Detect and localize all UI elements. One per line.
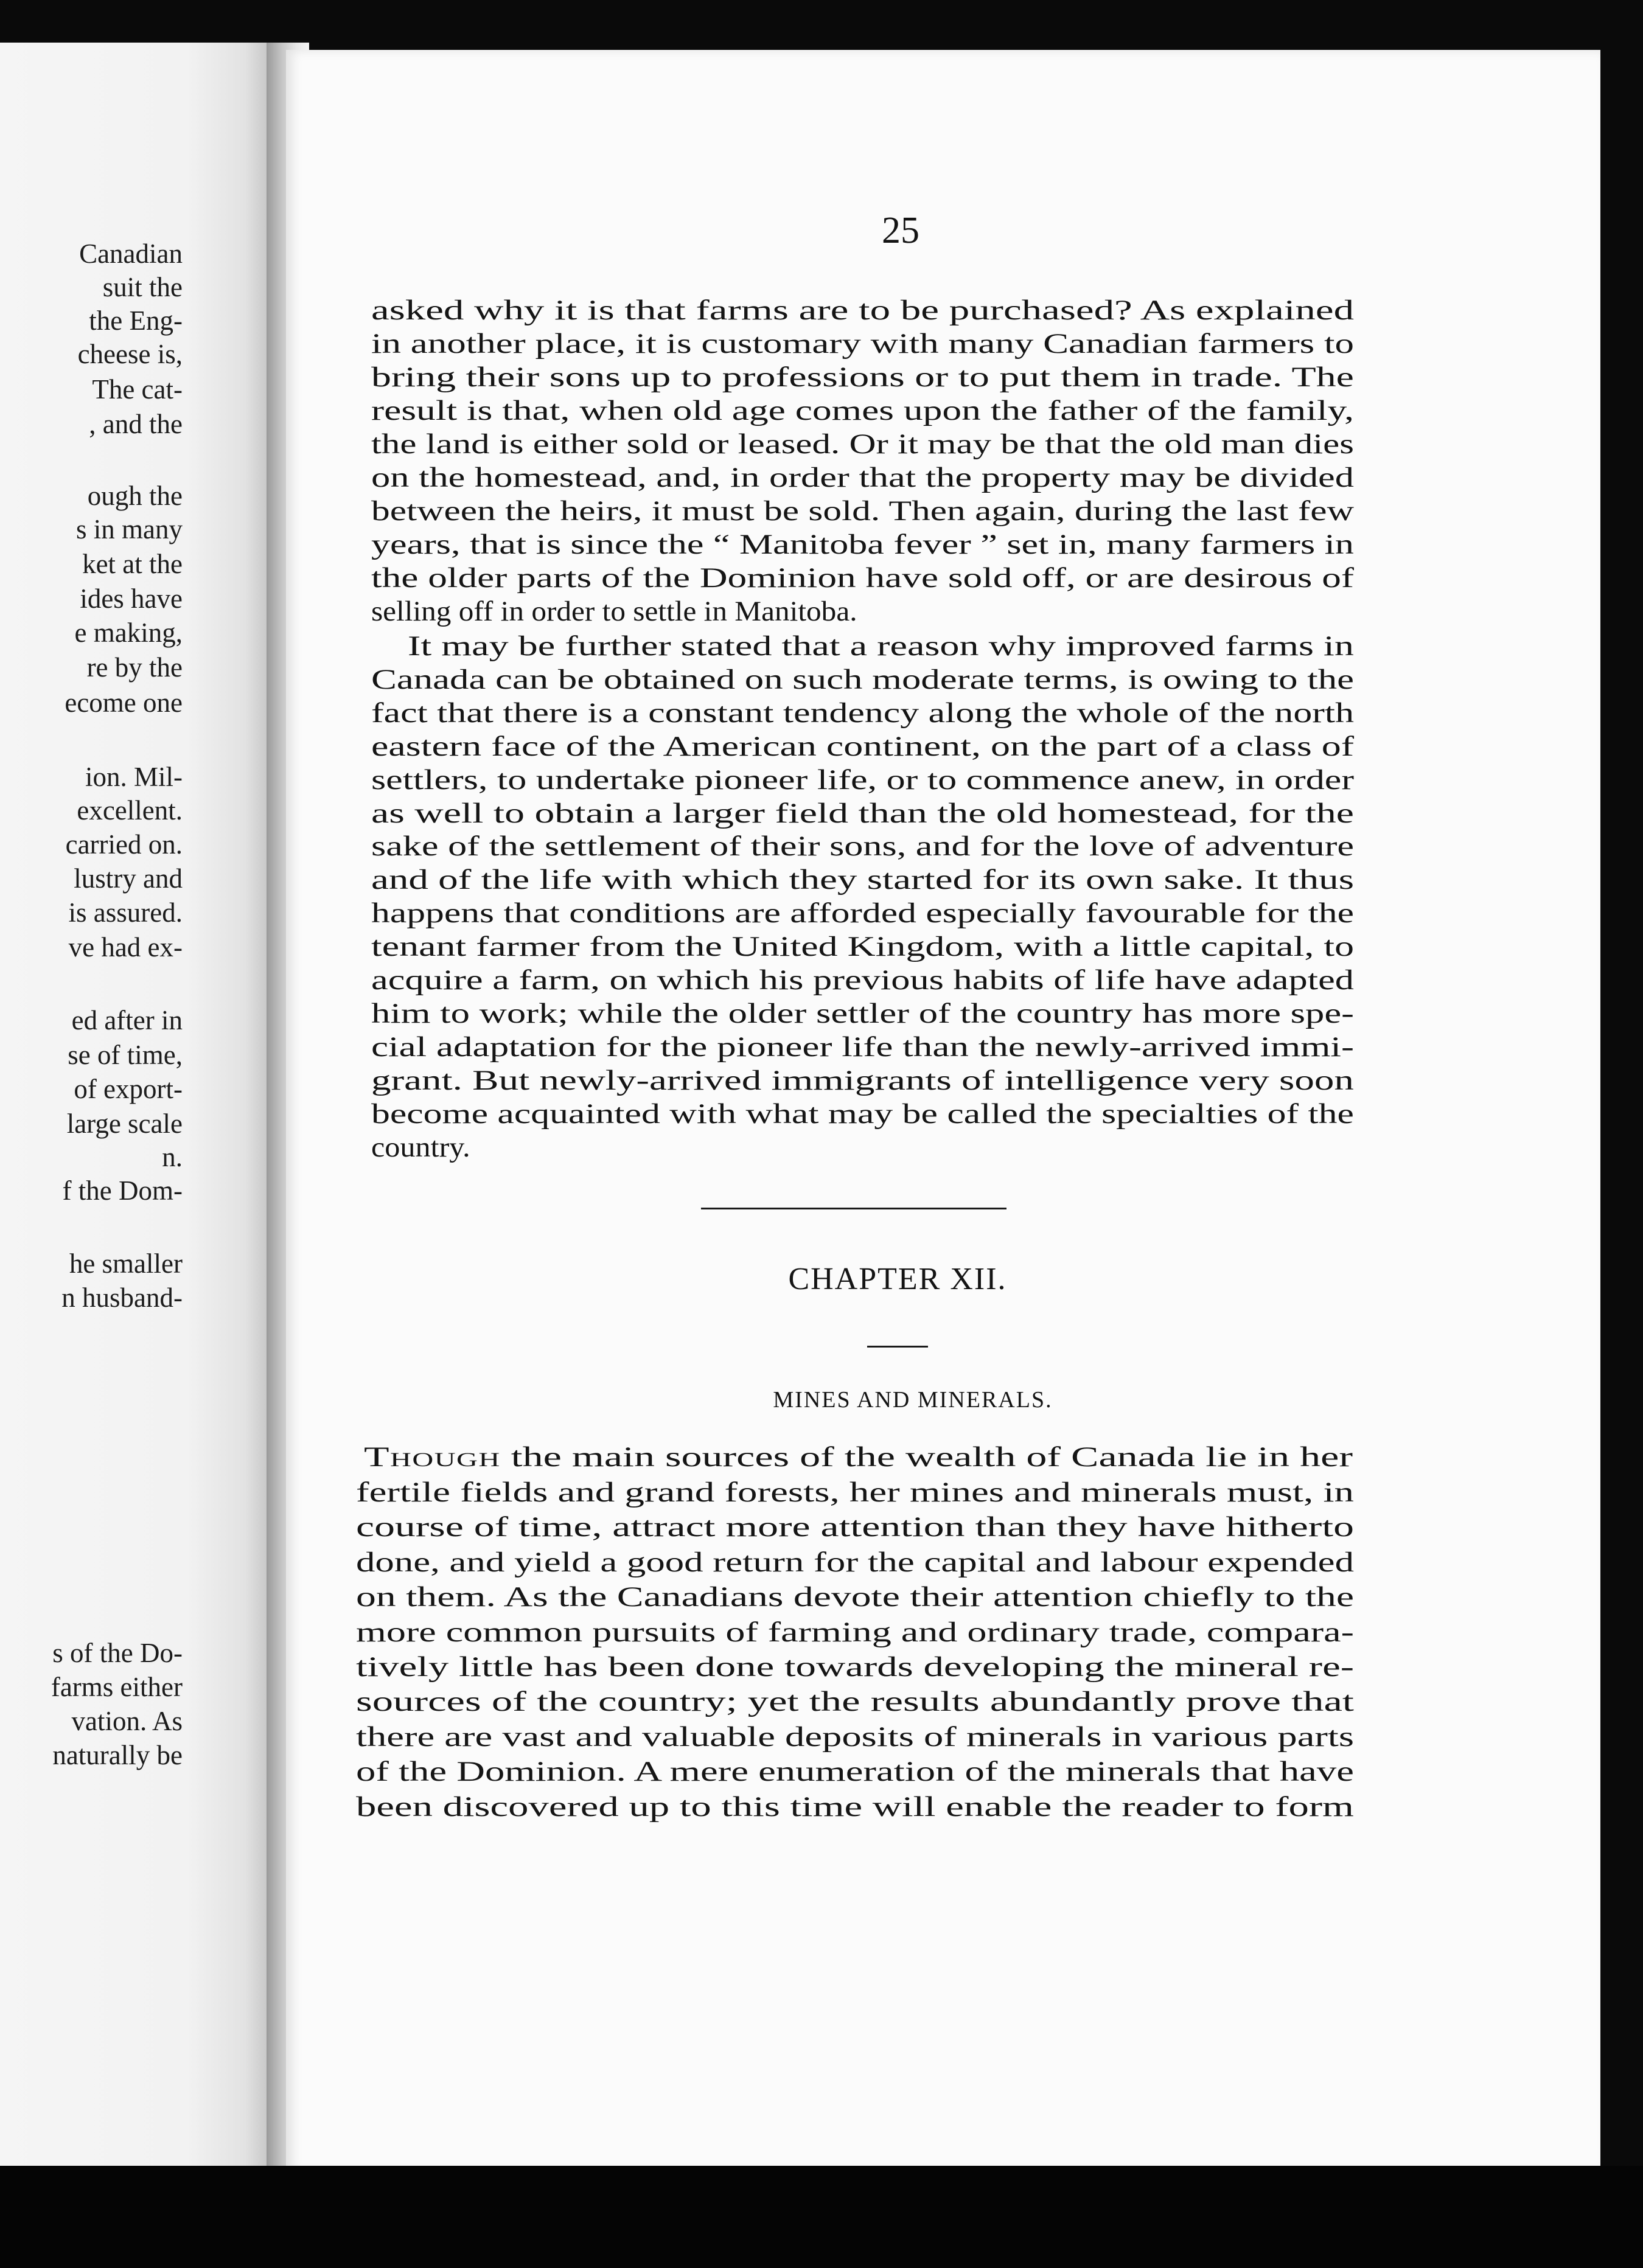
facing-page-text-fragment: lustry and xyxy=(74,863,183,894)
facing-page-text-fragment: ion. Mil- xyxy=(85,762,183,792)
facing-page-text-fragment: large scale xyxy=(66,1108,183,1139)
chapter-title-rule xyxy=(867,1346,928,1348)
body-text-line: It may be further stated that a reason why improved farms in xyxy=(408,631,1354,662)
facing-page-text-fragment: ough the xyxy=(87,481,183,511)
body-text-line: selling off in order to settle in Manitoba. xyxy=(371,596,857,627)
body-text-line: bring their sons up to professions or to put them in trade. The xyxy=(371,362,1354,393)
body-text-line: the older parts of the Dominion have sold off, or are desirous of xyxy=(371,563,1354,594)
page-number: 25 xyxy=(882,210,919,251)
facing-page-text-fragment: excellent. xyxy=(77,795,183,826)
section-title: MINES AND MINERALS. xyxy=(773,1387,1053,1413)
body-text-line: of the Dominion. A mere enumeration of the minerals that have xyxy=(356,1756,1354,1787)
facing-page-text-fragment: The cat- xyxy=(92,374,183,405)
facing-page-text-fragment: ed after in xyxy=(71,1005,183,1035)
facing-page-text-fragment: ides have xyxy=(80,583,183,614)
facing-page-text-fragment: farms either xyxy=(51,1672,183,1702)
body-text-line: tenant farmer from the United Kingdom, with a little capital, to xyxy=(371,931,1355,962)
facing-page-text-fragment: e making, xyxy=(74,617,183,648)
facing-page-text-fragment: of export- xyxy=(74,1074,183,1104)
body-text-line: more common pursuits of farming and ordinary trade, compara- xyxy=(356,1617,1354,1648)
facing-page-text-fragment: ecome one xyxy=(65,687,183,718)
facing-page-text-fragment: n husband- xyxy=(61,1282,183,1313)
facing-page-text-fragment: ve had ex- xyxy=(68,932,183,962)
facing-page-text-fragment: re by the xyxy=(86,652,183,683)
facing-page-text-fragment: s in many xyxy=(76,514,183,544)
body-text-line: become acquainted with what may be called the specialties of the xyxy=(371,1099,1354,1130)
body-text-line: happens that conditions are afforded especially favourable for the xyxy=(371,898,1354,929)
facing-page-text-fragment: , and the xyxy=(89,409,183,439)
body-text-line: him to work; while the older settler of the country has more spe- xyxy=(371,998,1355,1029)
body-text-line: sources of the country; yet the results abundantly prove that xyxy=(356,1686,1354,1717)
section-divider-rule xyxy=(701,1208,1006,1209)
body-text-line: fact that there is a constant tendency along the whole of the north xyxy=(371,698,1355,729)
body-text-line: acquire a farm, on which his previous habits of life have adapted xyxy=(371,965,1354,996)
body-text-line: fertile fields and grand forests, her mines and minerals must, in xyxy=(356,1477,1354,1508)
body-text-line: tively little has been done towards developing the mineral re- xyxy=(356,1652,1355,1683)
chapter-title: CHAPTER XII. xyxy=(788,1262,1007,1296)
body-text-line: in another place, it is customary with many Canadian farmers to xyxy=(371,329,1354,360)
body-text-line: asked why it is that farms are to be purchased? As explained xyxy=(371,295,1355,326)
facing-page-text-fragment: he smaller xyxy=(69,1248,183,1279)
facing-page-left xyxy=(0,43,267,2166)
body-text-line: there are vast and valuable deposits of minerals in various parts xyxy=(356,1722,1355,1753)
body-text-line: years, that is since the “ Manitoba fever ” set in, many farmers in xyxy=(371,529,1354,560)
body-text-line: as well to obtain a larger field than the old homestead, for the xyxy=(371,798,1355,829)
body-text-line: country. xyxy=(371,1132,470,1163)
facing-page-text-fragment: cheese is, xyxy=(77,339,183,369)
facing-page-text-fragment: vation. As xyxy=(71,1706,183,1736)
scan-border xyxy=(0,2166,1643,2268)
body-text-line: done, and yield a good return for the capital and labour expended xyxy=(356,1547,1354,1578)
opening-line-text: the main sources of the wealth of Canada lie in her xyxy=(500,1442,1353,1473)
facing-page-text-fragment: Canadian xyxy=(79,238,183,269)
facing-page-text-fragment: n. xyxy=(162,1142,183,1172)
facing-page-text-fragment: s of the Do- xyxy=(52,1638,183,1668)
body-text-line: result is that, when old age comes upon the father of the family, xyxy=(371,395,1355,426)
body-text-line: cial adaptation for the pioneer life than the newly-arrived immi- xyxy=(371,1032,1354,1063)
chapter-opening-line xyxy=(364,1444,1353,1472)
facing-page-text-fragment: is assured. xyxy=(68,897,183,928)
body-text-line: and of the life with which they started for its own sake. It thus xyxy=(371,864,1355,896)
body-text-line: sake of the settlement of their sons, and for the love of adventure xyxy=(371,831,1355,862)
body-text-line: on them. As the Canadians devote their attention chiefly to the xyxy=(356,1582,1355,1613)
body-text-line: the land is either sold or leased. Or it may be that the old man dies xyxy=(371,429,1354,460)
body-text-line: eastern face of the American continent, on the part of a class of xyxy=(371,731,1355,762)
facing-page-text-fragment: naturally be xyxy=(52,1740,183,1770)
facing-page-text-fragment: the Eng- xyxy=(89,305,183,336)
body-text-line: course of time, attract more attention than they have hitherto xyxy=(356,1512,1355,1543)
facing-page-text-fragment: se of time, xyxy=(68,1040,183,1070)
facing-page-text-fragment: ket at the xyxy=(82,549,183,579)
body-text-line: settlers, to undertake pioneer life, or to commence anew, in order xyxy=(371,765,1355,796)
body-text-line: between the heirs, it must be sold. Then again, during the last few xyxy=(371,496,1354,527)
facing-page-text-fragment: suit the xyxy=(102,272,183,302)
opening-word: Though xyxy=(364,1442,501,1473)
body-text-line: grant. But newly-arrived immigrants of intelligence very soon xyxy=(371,1065,1354,1096)
body-text-line: been discovered up to this time will enable the reader to form xyxy=(356,1792,1354,1823)
body-text-line: on the homestead, and, in order that the property may be divided xyxy=(371,462,1355,493)
facing-page-text-fragment: carried on. xyxy=(65,829,183,860)
body-text-line: Canada can be obtained on such moderate terms, is owing to the xyxy=(371,664,1354,695)
facing-page-text-fragment: f the Dom- xyxy=(62,1175,183,1206)
